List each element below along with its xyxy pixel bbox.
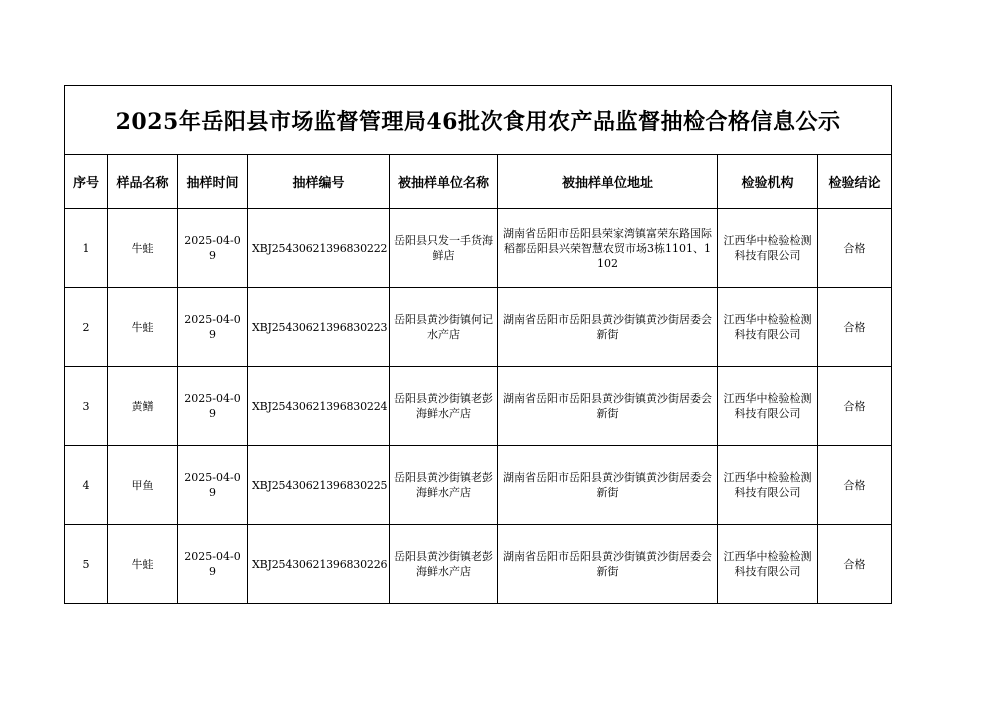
cell-result: 合格	[818, 367, 892, 446]
cell-sample-name: 黄鳝	[108, 367, 178, 446]
header-sample-date: 抽样时间	[178, 155, 248, 209]
table-row	[65, 446, 892, 525]
cell-lab: 江西华中检验检测科技有限公司	[718, 209, 818, 288]
table-row	[65, 367, 892, 446]
cell-unit-name: 岳阳县只发一手货海鲜店	[390, 209, 498, 288]
cell-sample-date: 2025-04-09	[178, 446, 248, 525]
title-row	[65, 86, 892, 155]
cell-sample-no: XBJ25430621396830224	[248, 367, 390, 446]
cell-result: 合格	[818, 446, 892, 525]
cell-sample-no: XBJ25430621396830226	[248, 525, 390, 604]
header-result: 检验结论	[818, 155, 892, 209]
cell-unit-name: 岳阳县黄沙街镇老彭海鲜水产店	[390, 446, 498, 525]
page-title: 2025年岳阳县市场监督管理局46批次食用农产品监督抽检合格信息公示	[65, 86, 892, 155]
cell-lab: 江西华中检验检测科技有限公司	[718, 288, 818, 367]
cell-sample-date: 2025-04-09	[178, 525, 248, 604]
cell-lab: 江西华中检验检测科技有限公司	[718, 525, 818, 604]
table-row	[65, 288, 892, 367]
cell-unit-address: 湖南省岳阳市岳阳县黄沙街镇黄沙街居委会新街	[498, 446, 718, 525]
cell-seq: 4	[65, 446, 108, 525]
cell-unit-name: 岳阳县黄沙街镇何记水产店	[390, 288, 498, 367]
cell-sample-date: 2025-04-09	[178, 209, 248, 288]
cell-result: 合格	[818, 288, 892, 367]
cell-result: 合格	[818, 209, 892, 288]
cell-unit-address: 湖南省岳阳市岳阳县黄沙街镇黄沙街居委会新街	[498, 288, 718, 367]
cell-result: 合格	[818, 525, 892, 604]
inspection-results-table	[64, 85, 892, 604]
cell-seq: 3	[65, 367, 108, 446]
cell-unit-address: 湖南省岳阳市岳阳县黄沙街镇黄沙街居委会新街	[498, 525, 718, 604]
header-lab: 检验机构	[718, 155, 818, 209]
cell-sample-date: 2025-04-09	[178, 288, 248, 367]
cell-seq: 5	[65, 525, 108, 604]
table-row	[65, 209, 892, 288]
cell-sample-name: 牛蛙	[108, 525, 178, 604]
cell-sample-name: 牛蛙	[108, 209, 178, 288]
cell-lab: 江西华中检验检测科技有限公司	[718, 446, 818, 525]
cell-sample-date: 2025-04-09	[178, 367, 248, 446]
cell-seq: 1	[65, 209, 108, 288]
table-row	[65, 525, 892, 604]
header-unit-name: 被抽样单位名称	[390, 155, 498, 209]
header-sample-name: 样品名称	[108, 155, 178, 209]
cell-unit-address: 湖南省岳阳市岳阳县黄沙街镇黄沙街居委会新街	[498, 367, 718, 446]
header-seq: 序号	[65, 155, 108, 209]
header-unit-address: 被抽样单位地址	[498, 155, 718, 209]
cell-unit-name: 岳阳县黄沙街镇老彭海鲜水产店	[390, 367, 498, 446]
cell-sample-name: 甲鱼	[108, 446, 178, 525]
cell-unit-address: 湖南省岳阳市岳阳县荣家湾镇富荣东路国际稻都岳阳县兴荣智慧农贸市场3栋1101、1102	[498, 209, 718, 288]
cell-sample-name: 牛蛙	[108, 288, 178, 367]
cell-lab: 江西华中检验检测科技有限公司	[718, 367, 818, 446]
cell-sample-no: XBJ25430621396830222	[248, 209, 390, 288]
header-sample-no: 抽样编号	[248, 155, 390, 209]
header-row	[65, 155, 892, 209]
cell-sample-no: XBJ25430621396830223	[248, 288, 390, 367]
cell-sample-no: XBJ25430621396830225	[248, 446, 390, 525]
cell-unit-name: 岳阳县黄沙街镇老彭海鲜水产店	[390, 525, 498, 604]
cell-seq: 2	[65, 288, 108, 367]
